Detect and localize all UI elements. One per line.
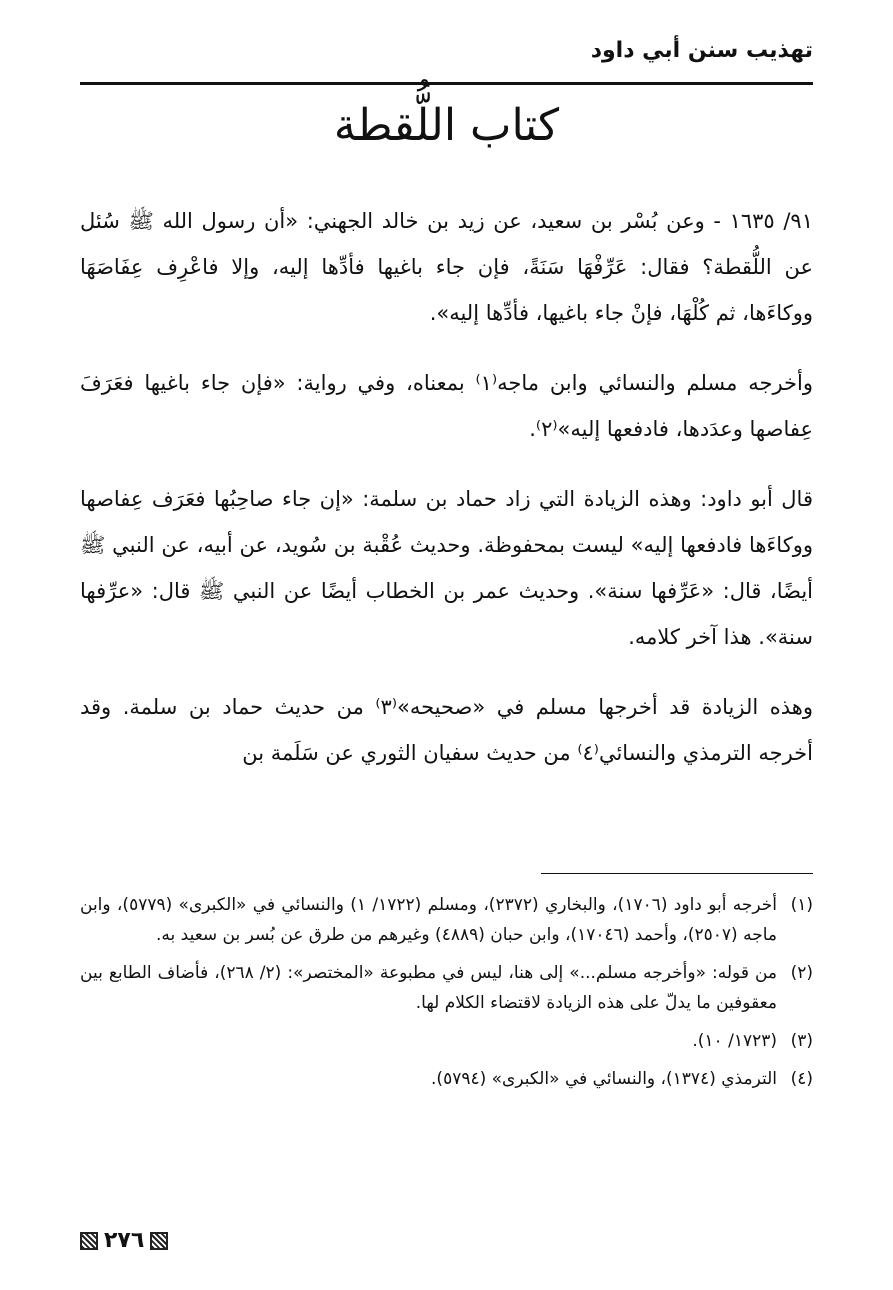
footnote-2 [80, 958, 813, 1018]
footnote-number: (٢) [790, 963, 813, 983]
footnote-rule [541, 873, 813, 874]
header-rule [80, 82, 813, 85]
running-title: تهذيب سنن أبي داود [590, 38, 813, 63]
footnote-3 [80, 1026, 813, 1056]
main-text [80, 198, 813, 800]
paragraph-abu-dawud: قال أبو داود: وهذه الزيادة التي زاد حماد بن سلمة: «إن جاء صاحِبُها فعَرَف عِفاصها ووكاءَها فادفعها إليه» ليست بمحفوظة. وحديث عُقْبة بن سُويد، عن أبيه، عن النبي ﷺ أيضًا، قال: «عَرِّفها سنة». وحديث عمر بن الخطاب أيضًا عن النبي ﷺ قال: «عرِّفها سنة». هذا آخر كلامه. [80, 487, 813, 649]
ornament-icon [150, 1232, 168, 1250]
paragraph-addition: وهذه الزيادة قد أخرجها مسلم في «صحيحه»⁽٣⁾ من حديث حماد بن سلمة. وقد أخرجه الترمذي والنسائي⁽٤⁾ من حديث سفيان الثوري عن سَلَمة بن [80, 695, 813, 765]
footnote-text: الترمذي (١٣٧٤)، والنسائي في «الكبرى» (٥٧٩٤). [431, 1069, 777, 1089]
footnote-number: (٣) [790, 1031, 813, 1051]
book-title: كتاب اللُّقطة [333, 100, 560, 151]
footnote-text: (١٧٢٣/ ١٠). [692, 1031, 777, 1051]
paragraph-hadith: ٩١/ ١٦٣٥ - وعن بُسْر بن سعيد، عن زيد بن خالد الجهني: «أن رسول الله ﷺ سُئل عن اللُّقطة؟ فقال: عَرِّفْهَا سَنَةً، فإن جاء باغيها فأدِّها إليه، وإلا فاعْرِف عِفَاصَهَا ووكاءَها، ثم كُلْهَا، فإنْ جاء باغيها، فأدِّها إليه». [80, 209, 813, 325]
footnote-text: أخرجه أبو داود (١٧٠٦)، والبخاري (٢٣٧٢)، ومسلم (١٧٢٢/ ١) والنسائي في «الكبرى» (٥٧٧٩)، وابن ماجه (٢٥٠٧)، وأحمد (١٧٠٤٦)، وابن حبان (٤٨٨٩) وغيرهم من طرق عن بُسر بن سعيد به. [80, 895, 778, 945]
page-number-text: ٢٧٦ [104, 1228, 145, 1253]
page-number [80, 1228, 168, 1253]
footnote-1 [80, 890, 813, 950]
footnote-4 [80, 1064, 813, 1094]
footnote-number: (١) [790, 895, 813, 915]
footnote-number: (٤) [790, 1069, 813, 1089]
footnotes [80, 890, 813, 1102]
paragraph-takhrij: وأخرجه مسلم والنسائي وابن ماجه⁽١⁾ بمعناه، وفي رواية: «فإن جاء باغيها فعَرَفَ عِفاصها وعدَدها، فادفعها إليه»⁽٢⁾. [80, 371, 813, 441]
footnote-text: من قوله: «وأخرجه مسلم...» إلى هنا، ليس في مطبوعة «المختصر»: (٢/ ٢٦٨)، فأضاف الطابع بين معقوفين ما يدلّ على هذه الزيادة لاقتضاء الكلام لها. [80, 963, 778, 1013]
ornament-icon [80, 1232, 98, 1250]
